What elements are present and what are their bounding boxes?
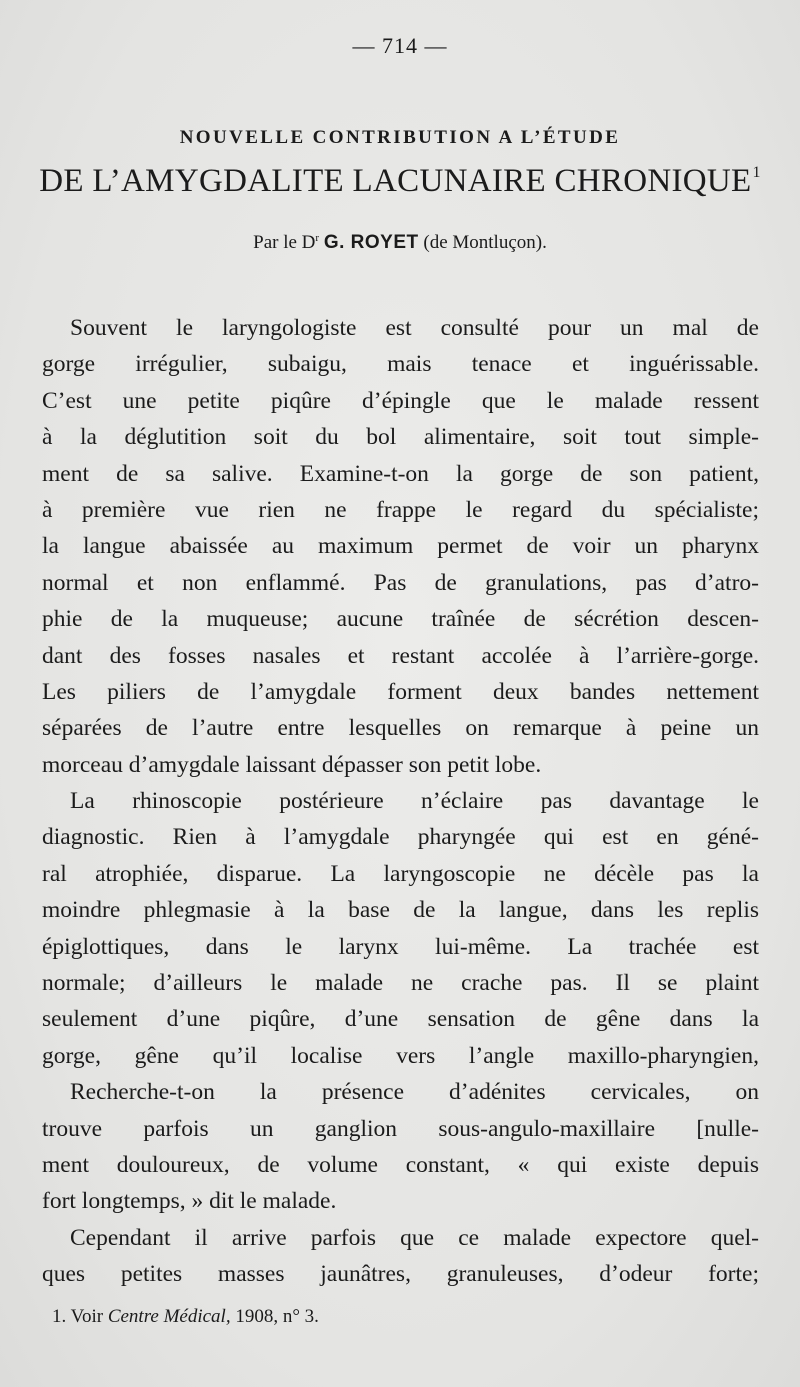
byline-dr-sup: r: [315, 232, 320, 244]
body-line: ques petites masses jaunâtres, granuleuses, d’odeur forte;: [42, 1261, 759, 1288]
body-line: moindre phlegmasie à la base de la langue, dans les replis: [42, 897, 759, 924]
footnote-journal: Centre Médical,: [107, 1306, 231, 1327]
body-line: trouve parfois un ganglion sous-angulo-maxillaire [nulle-: [42, 1115, 759, 1142]
footnote-rest: 1908, n° 3.: [235, 1306, 319, 1327]
footnote-pre: Voir: [70, 1306, 104, 1327]
body-line: normale; d’ailleurs le malade ne crache pas. Il se plaint: [42, 970, 759, 997]
article-title: [0, 163, 800, 200]
body-line: seulement d’une piqûre, d’une sensation de gêne dans la: [42, 1006, 759, 1033]
body-line: séparées de l’autre entre lesquelles on remarque à peine un: [42, 715, 759, 742]
page-number: — 714 —: [352, 33, 448, 58]
body-line: la langue abaissée au maximum permet de voir un pharynx: [42, 533, 759, 560]
body-line: dant des fosses nasales et restant accolée à l’arrière-gorge.: [42, 642, 759, 669]
body-line: Cependant il arrive parfois que ce malade expectore quel-: [70, 1224, 759, 1251]
body-line: épiglottiques, dans le larynx lui-même. La trachée est: [42, 933, 759, 960]
article-body: [42, 310, 759, 1293]
footnote: [52, 1306, 319, 1328]
byline-prefix-text: Par le D: [253, 232, 316, 253]
author-name: G. ROYET: [323, 232, 419, 253]
body-line: Souvent le laryngologiste est consulté pour un mal de: [70, 315, 759, 341]
body-line: Les piliers de l’amygdale forment deux bandes nettement: [42, 678, 759, 705]
body-line: diagnostic. Rien à l’amygdale pharyngée qui est en géné-: [42, 824, 759, 851]
body-line: ment de sa salive. Examine-t-on la gorge de son patient,: [42, 460, 759, 487]
author-location: (de Montluçon).: [423, 232, 547, 253]
article-title-text: DE L’AMYGDALITE LACUNAIRE CHRONIQUE: [39, 163, 752, 199]
body-line: ral atrophiée, disparue. La laryngoscopie ne décèle pas la: [42, 860, 759, 887]
body-line: gorge irrégulier, subaigu, mais tenace et inguérissable.: [42, 351, 759, 378]
body-line: Recherche-t-on la présence d’adénites cervicales, on: [70, 1079, 759, 1106]
body-line: à première vue rien ne frappe le regard du spécialiste;: [42, 496, 759, 523]
body-line: ment douloureux, de volume constant, « qui existe depuis: [42, 1151, 759, 1178]
body-line: morceau d’amygdale laissant dépasser son petit lobe.: [42, 751, 542, 778]
body-line: à la déglutition soit du bol alimentaire, soit tout simple-: [42, 424, 759, 451]
body-line: phie de la muqueuse; aucune traînée de sécrétion descen-: [42, 606, 759, 633]
title-footnote-marker: 1: [752, 164, 761, 181]
body-line: fort longtemps, » dit le malade.: [42, 1188, 337, 1215]
body-line: La rhinoscopie postérieure n’éclaire pas davantage le: [70, 788, 759, 815]
byline-prefix: [253, 232, 319, 253]
body-line: C’est une petite piqûre d’épingle que le malade ressent: [42, 387, 759, 414]
body-line: normal et non enflammé. Pas de granulations, pas d’atro-: [42, 569, 759, 596]
author-byline: [0, 232, 800, 254]
footnote-number: 1.: [52, 1306, 67, 1327]
body-line: gorge, gêne qu’il localise vers l’angle maxillo-pharyngien,: [42, 1042, 759, 1069]
article-kicker: NOUVELLE CONTRIBUTION A L’ÉTUDE: [179, 127, 621, 148]
